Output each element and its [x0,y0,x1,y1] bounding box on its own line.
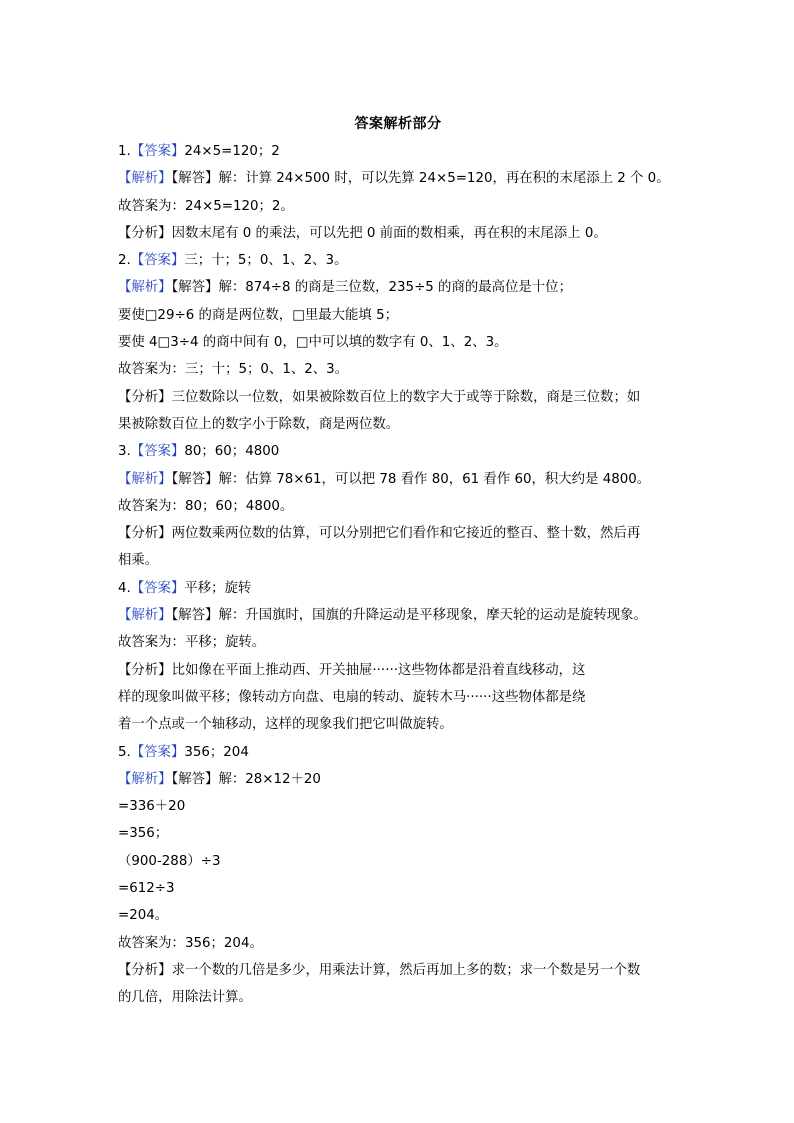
answer-lines [118,138,678,1012]
text-line [118,848,678,875]
line-text: 三位数除以一位数，如果被除数百位上的数字大于或等于除数，商是三位数；如 [171,389,641,405]
question-number: 5. [118,744,131,760]
blue-tag-label: 【解析】 [118,471,172,487]
blue-tag-label: 【答案】 [130,744,185,760]
section-tag-label: 【解答】 [171,771,219,787]
line-text: =356； [118,826,169,842]
line-text: 解：28×12＋20 [218,771,321,787]
text-line [118,820,678,847]
question-number: 1. [118,144,131,159]
text-line [118,384,678,411]
line-text: 356；204 [184,744,249,760]
section-tag-label: 【分析】 [118,225,172,241]
text-line [118,165,678,192]
question-number: 4. [118,580,131,596]
line-text: 故答案为：平移；旋转。 [118,635,266,651]
text-line [118,902,678,929]
text-line [118,602,678,629]
text-line [118,438,678,465]
line-text: 故答案为：三；十；5；0、1、2、3。 [118,362,349,378]
line-text: 的几倍，用除法计算。 [118,990,252,1006]
text-line [118,302,678,329]
blue-tag-label: 【答案】 [130,144,185,159]
text-line [118,493,678,520]
line-text: 要使 4□3÷4 的商中间有 0，□中可以填的数字有 0、1、2、3。 [118,335,508,351]
blue-tag-label: 【解析】 [118,771,172,787]
text-line [118,711,678,738]
text-line [118,766,678,793]
question-number: 2. [118,253,131,269]
text-line [118,520,678,547]
blue-tag-label: 【答案】 [130,444,185,460]
text-line [118,356,678,383]
section-tag-label: 【解答】 [171,171,219,187]
line-text: 三；十；5；0、1、2、3。 [184,253,348,269]
line-text: 求一个数的几倍是多少，用乘法计算，然后再加上多的数；求一个数是另一个数 [171,962,641,978]
section-tag-label: 【解答】 [171,471,219,487]
document-title: 答案解析部分 [354,116,442,132]
line-text: =612÷3 [118,881,175,897]
line-text: =204。 [118,908,169,924]
text-line [118,329,678,356]
line-text: 故答案为：356；204。 [118,935,263,951]
text-line [118,466,678,493]
text-line [118,193,678,220]
text-line [118,220,678,247]
section-tag-label: 【分析】 [118,962,172,978]
text-line [118,629,678,656]
line-text: 要使□29÷6 的商是两位数，□里最大能填 5； [118,307,398,323]
section-tag-label: 【解答】 [171,608,219,624]
text-line [118,875,678,902]
text-line [118,575,678,602]
text-line [118,138,678,165]
section-tag-label: 【分析】 [118,662,172,678]
line-text: 两位数乘两位数的估算，可以分别把它们看作和它接近的整百、整十数，然后再 [171,526,641,542]
text-line [118,657,678,684]
line-text: （900-288）÷3 [118,853,221,869]
text-line [118,247,678,274]
line-text: 样的现象叫做平移；像转动方向盘、电扇的转动、旋转木马······这些物体都是绕 [118,689,586,705]
line-text: 因数末尾有 0 的乘法，可以先把 0 前面的数相乘，再在积的末尾添上 0。 [171,225,607,241]
text-line [118,547,678,574]
line-text: 比如像在平面上推动西、开关抽屉······这些物体都是沿着直线移动，这 [171,662,586,678]
blue-tag-label: 【解析】 [118,608,172,624]
text-line [118,739,678,766]
text-line [118,684,678,711]
line-text: 故答案为：80；60；4800。 [118,498,294,514]
blue-tag-label: 【解析】 [118,171,172,187]
line-text: 80；60；4800 [184,444,280,460]
line-text: 24×5=120；2 [184,144,280,159]
line-text: 解：估算 78×61，可以把 78 看作 80，61 看作 60，积大约是 4800。 [218,471,651,487]
section-tag-label: 【解答】 [171,280,219,296]
text-line [118,793,678,820]
line-text: 平移；旋转 [184,580,252,596]
line-text: 故答案为：24×5=120；2。 [118,198,294,214]
blue-tag-label: 【答案】 [130,580,185,596]
text-line [118,984,678,1011]
text-line [118,411,678,438]
line-text: 解：874÷8 的商是三位数，235÷5 的商的最高位是十位； [218,280,572,296]
blue-tag-label: 【答案】 [130,253,185,269]
answer-document [118,110,678,1012]
question-number: 3. [118,444,131,460]
text-line [118,930,678,957]
line-text: =336＋20 [118,799,186,815]
text-line [118,274,678,301]
line-text: 相乘。 [118,553,159,569]
line-text: 解：升国旗时，国旗的升降运动是平移现象，摩天轮的运动是旋转现象。 [218,608,647,624]
blue-tag-label: 【解析】 [118,280,172,296]
section-tag-label: 【分析】 [118,526,172,542]
line-text: 着一个点或一个轴移动，这样的现象我们把它叫做旋转。 [118,717,453,733]
text-line [118,957,678,984]
line-text: 果被除数百位上的数字小于除数，商是两位数。 [118,416,400,432]
line-text: 解：计算 24×500 时，可以先算 24×5=120，再在积的末尾添上 2 个 0。 [218,171,670,187]
section-tag-label: 【分析】 [118,389,172,405]
